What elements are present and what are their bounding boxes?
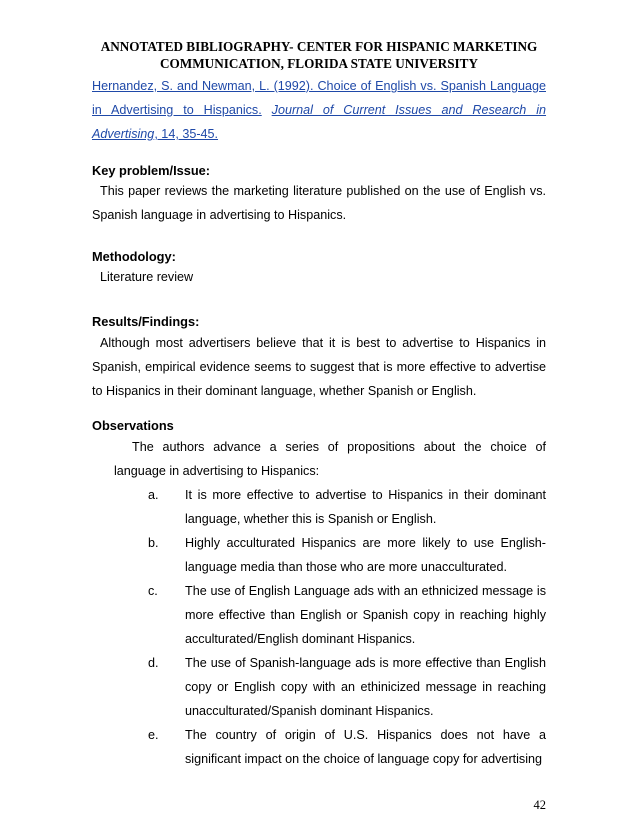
list-label: e.	[148, 728, 159, 742]
header-line-1: ANNOTATED BIBLIOGRAPHY- CENTER FOR HISPANIC MARKETING	[100, 39, 538, 54]
list-text: It is more effective to advertise to Hispanics in their dominant language, whether this is Spanish or English.	[185, 488, 546, 526]
list-label: a.	[148, 488, 159, 502]
results-heading: Results/Findings:	[92, 314, 200, 329]
methodology-heading: Methodology:	[92, 249, 176, 264]
list-item-d	[148, 651, 546, 723]
citation-journal[interactable]: Journal of Current Issues and Research in Advertising	[92, 103, 547, 141]
list-item-c	[148, 579, 546, 651]
list-text: The use of English Language ads with an ethnicized message is more effective than English or Spanish copy in reaching highly acculturated/English dominant Hispanics.	[185, 584, 546, 646]
page-header	[92, 38, 546, 72]
header-line-2: COMMUNICATION, FLORIDA STATE UNIVERSITY	[160, 56, 478, 71]
list-item-e	[148, 723, 546, 771]
list-item-b	[148, 531, 546, 579]
list-label: b.	[148, 536, 159, 550]
observations-heading: Observations	[92, 418, 174, 433]
list-text: Highly acculturated Hispanics are more likely to use English-language media than those who are more unacculturated.	[185, 536, 546, 574]
page-number: 42	[533, 798, 546, 812]
list-label: c.	[148, 584, 158, 598]
results-text: Although most advertisers believe that it is best to advertise to Hispanics in Spanish, empirical evidence seems to suggest that is more effective to advertise to Hispanics in their dominant language, whether Spanish or English.	[92, 336, 546, 398]
observations-intro: The authors advance a series of propositions about the choice of language in advertising to Hispanics:	[114, 440, 546, 478]
list-text: The country of origin of U.S. Hispanics does not have a significant impact on the choice of language copy for advertising	[185, 728, 546, 766]
citation-authors-title[interactable]: Hernandez, S. and Newman, L. (1992). Choice of English vs. Spanish Language in Advertising to Hispanics.	[92, 79, 546, 117]
list-item-a	[148, 483, 546, 531]
key-problem-heading: Key problem/Issue:	[92, 163, 211, 178]
list-text: The use of Spanish-language ads is more effective than English copy or English copy with an ethinicized message in reaching unacculturated/Spanish dominant Hispanics.	[185, 656, 546, 718]
list-label: d.	[148, 656, 159, 670]
citation-link[interactable]	[92, 74, 546, 146]
key-problem-text: This paper reviews the marketing literature published on the use of English vs. Spanish language in advertising to Hispanics.	[92, 184, 546, 222]
methodology-text: Literature review	[100, 270, 194, 284]
citation-volume[interactable]: , 14, 35-45.	[154, 127, 219, 141]
